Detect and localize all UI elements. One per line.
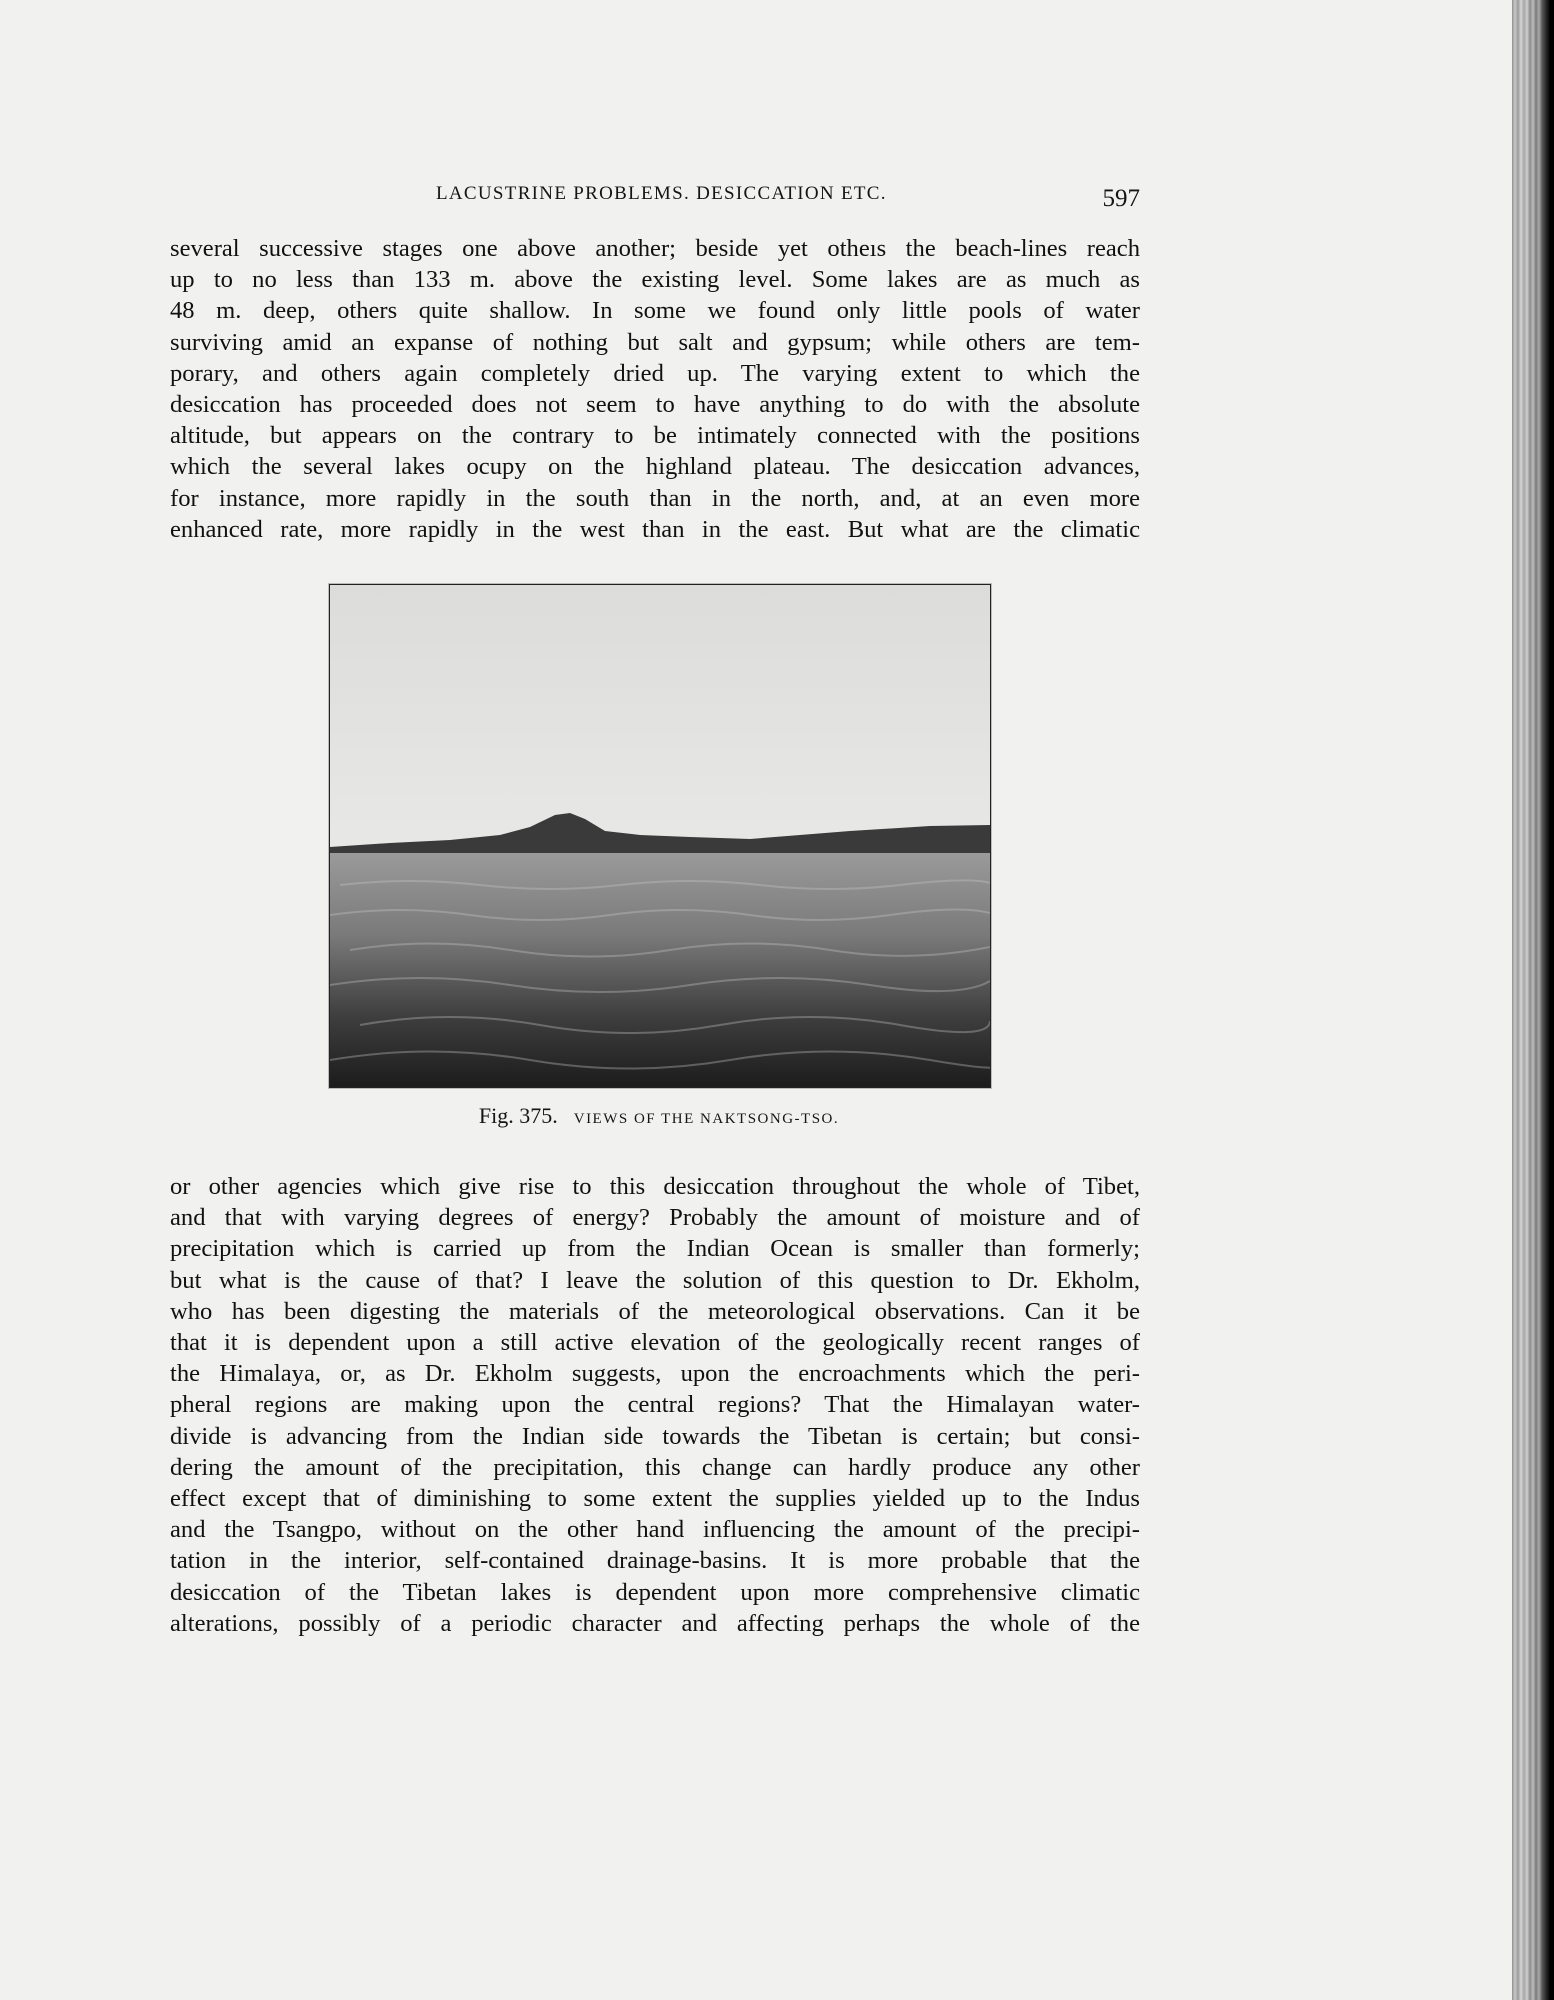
page-header xyxy=(170,181,1140,221)
text-line: porary, and others again completely dried up. The varying extent to which the xyxy=(170,359,1140,387)
text-line: the Himalaya, or, as Dr. Ekholm suggests, upon the encroachments which the peri- xyxy=(170,1360,1140,1388)
book-page-edges xyxy=(1512,0,1554,2000)
paragraph-top xyxy=(170,233,1140,545)
text-line: who has been digesting the materials of the meteorological observations. Can it be xyxy=(170,1297,1140,1325)
lake-photo-illustration xyxy=(330,585,990,1087)
text-line: or other agencies which give rise to this desiccation throughout the whole of Tibet, xyxy=(170,1173,1140,1200)
figure-photograph xyxy=(329,584,991,1088)
text-line: pheral regions are making upon the central regions? That the Himalayan water- xyxy=(170,1391,1140,1419)
page-number: 597 xyxy=(1102,185,1140,212)
figure-caption xyxy=(329,1103,989,1129)
text-line: up to no less than 133 m. above the existing level. Some lakes are as much as xyxy=(170,266,1140,294)
running-head: LACUSTRINE PROBLEMS. DESICCATION ETC. xyxy=(436,183,887,204)
text-line: desiccation has proceeded does not seem to have anything to do with the absolute xyxy=(170,391,1140,419)
text-line: surviving amid an expanse of nothing but salt and gypsum; while others are tem- xyxy=(170,328,1140,356)
paragraph-bottom xyxy=(170,1171,1140,1639)
text-line: but what is the cause of that? I leave the solution of this question to Dr. Ekholm, xyxy=(170,1266,1140,1294)
text-line: dering the amount of the precipitation, this change can hardly produce any other xyxy=(170,1453,1140,1481)
text-line: several successive stages one above another; beside yet otheıs the beach-lines reach xyxy=(170,235,1140,262)
text-line: which the several lakes ocupy on the highland plateau. The desiccation advances, xyxy=(170,453,1140,481)
text-line: for instance, more rapidly in the south than in the north, and, at an even more xyxy=(170,484,1140,512)
text-line: desiccation of the Tibetan lakes is dependent upon more comprehensive climatic xyxy=(170,1578,1140,1606)
text-line: precipitation which is carried up from the Indian Ocean is smaller than formerly; xyxy=(170,1235,1140,1263)
text-line: alterations, possibly of a periodic character and affecting perhaps the whole of the xyxy=(170,1609,1140,1637)
text-line: effect except that of diminishing to some extent the supplies yielded up to the Indus xyxy=(170,1485,1140,1513)
figure-title: VIEWS OF THE NAKTSONG-TSO. xyxy=(573,1111,840,1127)
text-line: that it is dependent upon a still active elevation of the geologically recent ranges of xyxy=(170,1329,1140,1357)
figure-label: Fig. 375. xyxy=(478,1103,558,1128)
text-line: 48 m. deep, others quite shallow. In some we found only little pools of water xyxy=(170,297,1140,325)
text-line: and that with varying degrees of energy? Probably the amount of moisture and of xyxy=(170,1204,1140,1232)
text-line: tation in the interior, self-contained drainage-basins. It is more probable that the xyxy=(170,1547,1140,1575)
text-line: altitude, but appears on the contrary to be intimately connected with the positions xyxy=(170,422,1140,450)
sky xyxy=(330,585,990,853)
text-line: enhanced rate, more rapidly in the west than in the east. But what are the climatic xyxy=(170,515,1140,543)
text-line: divide is advancing from the Indian side towards the Tibetan is certain; but consi- xyxy=(170,1422,1140,1450)
text-line: and the Tsangpo, without on the other hand influencing the amount of the precipi- xyxy=(170,1516,1140,1544)
